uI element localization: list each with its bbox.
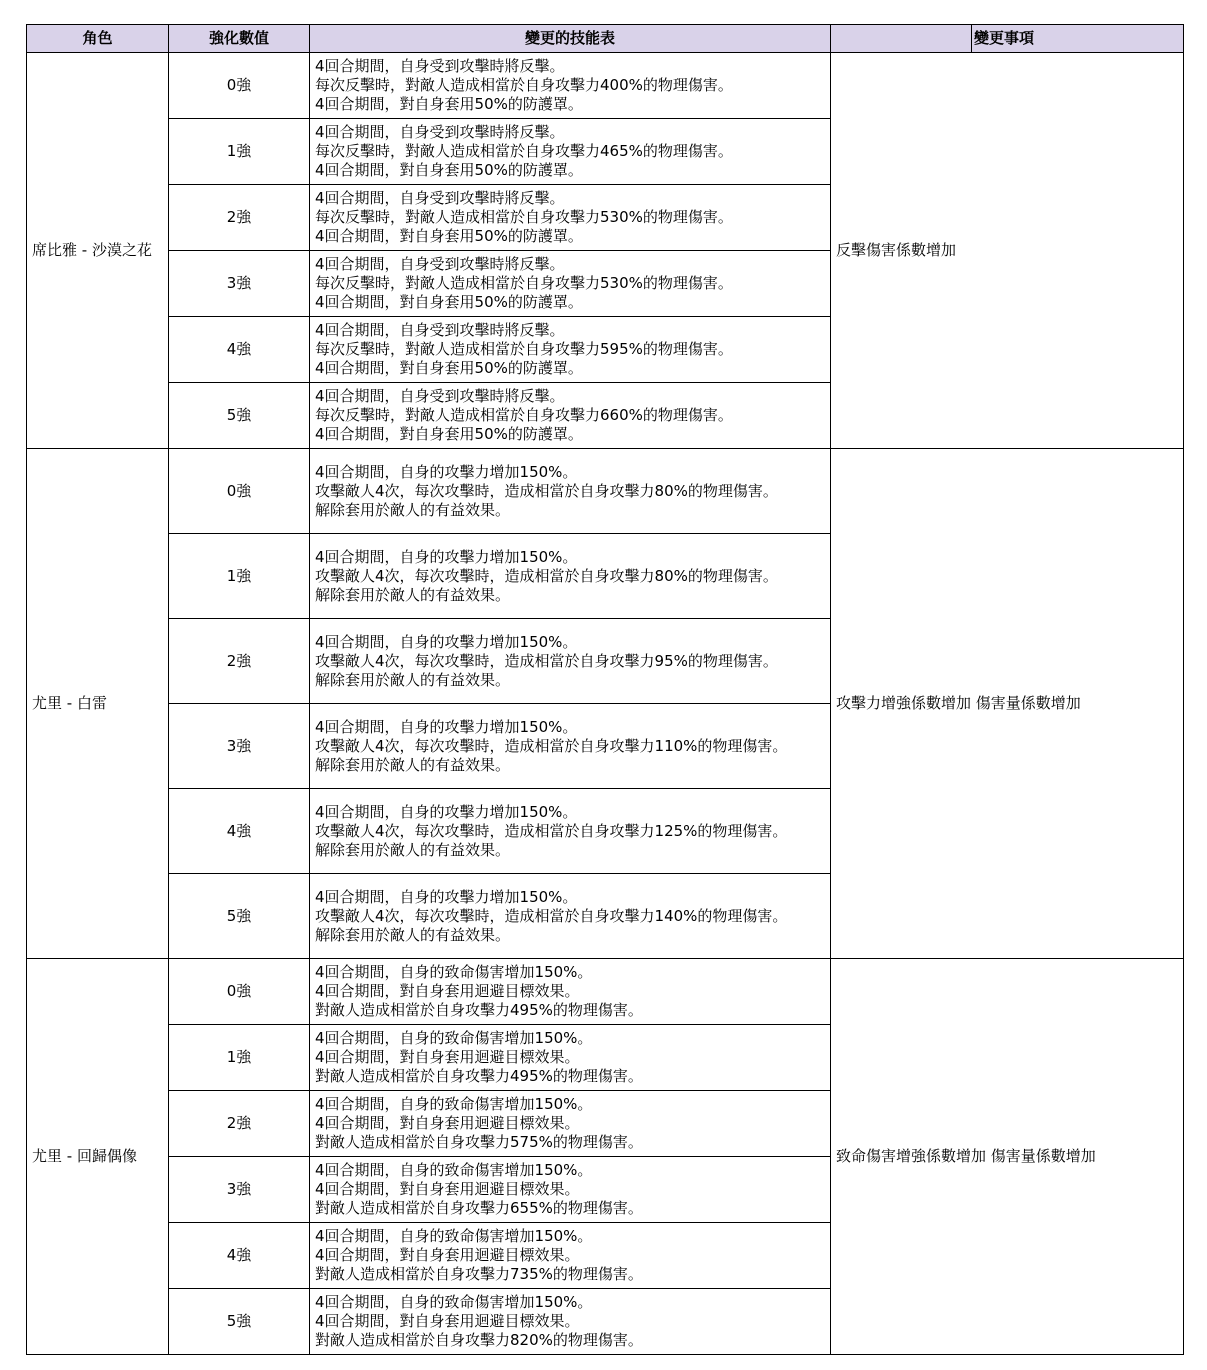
skill-line: 對敵人造成相當於自身攻擊力735%的物理傷害。: [315, 1265, 643, 1283]
skill-line: 攻擊敵人4次，每次攻擊時，造成相當於自身攻擊力80%的物理傷害。: [315, 566, 778, 585]
header-blank: [831, 25, 972, 53]
header-skill: 變更的技能表: [310, 25, 831, 53]
skill-cell: [310, 1025, 831, 1091]
skill-line: 對敵人造成相當於自身攻擊力495%的物理傷害。: [315, 1067, 643, 1085]
skill-line: 解除套用於敵人的有益效果。: [315, 755, 511, 774]
skill-line: 4回合期間，對自身套用50%的防護罩。: [315, 425, 583, 443]
skill-cell: [310, 704, 831, 789]
skill-line: 解除套用於敵人的有益效果。: [315, 670, 511, 689]
skill-line: 4回合期間，自身的攻擊力增加150%。: [315, 632, 578, 651]
skill-line: 4回合期間，自身受到攻擊時將反擊。: [315, 321, 565, 339]
level-cell: 1強: [169, 1025, 310, 1091]
skill-cell: [310, 874, 831, 959]
skill-line: 每次反擊時，對敵人造成相當於自身攻擊力595%的物理傷害。: [315, 340, 733, 358]
skill-line: 4回合期間，對自身套用迴避目標效果。: [315, 1114, 580, 1132]
level-cell: 0強: [169, 53, 310, 119]
skill-line: 4回合期間，自身的攻擊力增加150%。: [315, 802, 578, 821]
level-cell: 5強: [169, 383, 310, 449]
skill-line: 4回合期間，對自身套用迴避目標效果。: [315, 1312, 580, 1330]
skill-line: 4回合期間，自身的攻擊力增加150%。: [315, 887, 578, 906]
skill-line: 4回合期間，對自身套用迴避目標效果。: [315, 982, 580, 1000]
skill-line: 攻擊敵人4次，每次攻擊時，造成相當於自身攻擊力125%的物理傷害。: [315, 821, 788, 840]
skill-cell: [310, 53, 831, 119]
level-cell: 2強: [169, 185, 310, 251]
skill-cell: [310, 1091, 831, 1157]
table-row: [27, 449, 1184, 534]
skill-line: 每次反擊時，對敵人造成相當於自身攻擊力465%的物理傷害。: [315, 142, 733, 160]
skill-line: 4回合期間，對自身套用迴避目標效果。: [315, 1246, 580, 1264]
skill-line: 4回合期間，自身的致命傷害增加150%。: [315, 1029, 593, 1047]
skill-line: 4回合期間，對自身套用50%的防護罩。: [315, 161, 583, 179]
skill-line: 4回合期間，對自身套用迴避目標效果。: [315, 1180, 580, 1198]
skill-line: 4回合期間，自身的攻擊力增加150%。: [315, 462, 578, 481]
skill-line: 4回合期間，自身的致命傷害增加150%。: [315, 1161, 593, 1179]
skill-line: 4回合期間，自身的致命傷害增加150%。: [315, 963, 593, 981]
level-cell: 4強: [169, 789, 310, 874]
level-cell: 3強: [169, 1157, 310, 1223]
skill-line: 每次反擊時，對敵人造成相當於自身攻擊力400%的物理傷害。: [315, 76, 733, 94]
level-cell: 1強: [169, 119, 310, 185]
skill-line: 攻擊敵人4次，每次攻擊時，造成相當於自身攻擊力110%的物理傷害。: [315, 736, 788, 755]
skill-line: 解除套用於敵人的有益效果。: [315, 840, 511, 859]
skill-line: 4回合期間，對自身套用迴避目標效果。: [315, 1048, 580, 1066]
skill-line: 4回合期間，自身受到攻擊時將反擊。: [315, 189, 565, 207]
level-cell: 3強: [169, 251, 310, 317]
level-cell: 5強: [169, 874, 310, 959]
skill-line: 攻擊敵人4次，每次攻擊時，造成相當於自身攻擊力95%的物理傷害。: [315, 651, 778, 670]
skill-line: 4回合期間，對自身套用50%的防護罩。: [315, 95, 583, 113]
table-header-row: [27, 25, 1184, 53]
skill-cell: [310, 185, 831, 251]
skill-line: 每次反擊時，對敵人造成相當於自身攻擊力660%的物理傷害。: [315, 406, 733, 424]
level-cell: 0強: [169, 959, 310, 1025]
skill-line: 4回合期間，自身的致命傷害增加150%。: [315, 1095, 593, 1113]
skill-cell: [310, 1289, 831, 1355]
skill-line: 4回合期間，對自身套用50%的防護罩。: [315, 293, 583, 311]
skill-cell: [310, 1157, 831, 1223]
skill-line: 解除套用於敵人的有益效果。: [315, 500, 511, 519]
skill-change-table: [26, 24, 1184, 1355]
level-cell: 0強: [169, 449, 310, 534]
skill-line: 攻擊敵人4次，每次攻擊時，造成相當於自身攻擊力140%的物理傷害。: [315, 906, 788, 925]
skill-line: 4回合期間，自身的致命傷害增加150%。: [315, 1227, 593, 1245]
character-cell: 席比雅 - 沙漠之花: [27, 53, 169, 449]
level-cell: 3強: [169, 704, 310, 789]
skill-cell: [310, 317, 831, 383]
change-cell: 反擊傷害係數增加: [831, 53, 1184, 449]
level-cell: 5強: [169, 1289, 310, 1355]
skill-line: 4回合期間，對自身套用50%的防護罩。: [315, 227, 583, 245]
level-cell: 4強: [169, 1223, 310, 1289]
header-level: 強化數值: [169, 25, 310, 53]
skill-line: 對敵人造成相當於自身攻擊力655%的物理傷害。: [315, 1199, 643, 1217]
skill-line: 4回合期間，自身的致命傷害增加150%。: [315, 1293, 593, 1311]
skill-line: 4回合期間，自身受到攻擊時將反擊。: [315, 123, 565, 141]
skill-line: 對敵人造成相當於自身攻擊力575%的物理傷害。: [315, 1133, 643, 1151]
skill-line: 對敵人造成相當於自身攻擊力495%的物理傷害。: [315, 1001, 643, 1019]
change-cell: 致命傷害增強係數增加 傷害量係數增加: [831, 959, 1184, 1355]
skill-cell: [310, 789, 831, 874]
header-changes: 變更事項: [972, 25, 1184, 53]
skill-line: 4回合期間，對自身套用50%的防護罩。: [315, 359, 583, 377]
skill-line: 4回合期間，自身受到攻擊時將反擊。: [315, 57, 565, 75]
skill-line: 4回合期間，自身受到攻擊時將反擊。: [315, 255, 565, 273]
skill-line: 4回合期間，自身的攻擊力增加150%。: [315, 547, 578, 566]
skill-line: 每次反擊時，對敵人造成相當於自身攻擊力530%的物理傷害。: [315, 208, 733, 226]
skill-line: 4回合期間，自身的攻擊力增加150%。: [315, 717, 578, 736]
level-cell: 2強: [169, 1091, 310, 1157]
skill-line: 4回合期間，自身受到攻擊時將反擊。: [315, 387, 565, 405]
skill-line: 攻擊敵人4次，每次攻擊時，造成相當於自身攻擊力80%的物理傷害。: [315, 481, 778, 500]
skill-cell: [310, 959, 831, 1025]
change-cell: 攻擊力增強係數增加 傷害量係數增加: [831, 449, 1184, 959]
skill-cell: [310, 619, 831, 704]
character-cell: 尤里 - 白雷: [27, 449, 169, 959]
skill-cell: [310, 251, 831, 317]
character-cell: 尤里 - 回歸偶像: [27, 959, 169, 1355]
skill-cell: [310, 383, 831, 449]
table-row: [27, 959, 1184, 1025]
skill-line: 每次反擊時，對敵人造成相當於自身攻擊力530%的物理傷害。: [315, 274, 733, 292]
skill-line: 解除套用於敵人的有益效果。: [315, 585, 511, 604]
skill-cell: [310, 449, 831, 534]
skill-cell: [310, 1223, 831, 1289]
skill-line: 解除套用於敵人的有益效果。: [315, 925, 511, 944]
level-cell: 1強: [169, 534, 310, 619]
level-cell: 4強: [169, 317, 310, 383]
skill-cell: [310, 534, 831, 619]
table-row: [27, 53, 1184, 119]
header-character: 角色: [27, 25, 169, 53]
level-cell: 2強: [169, 619, 310, 704]
skill-cell: [310, 119, 831, 185]
skill-line: 對敵人造成相當於自身攻擊力820%的物理傷害。: [315, 1331, 643, 1349]
